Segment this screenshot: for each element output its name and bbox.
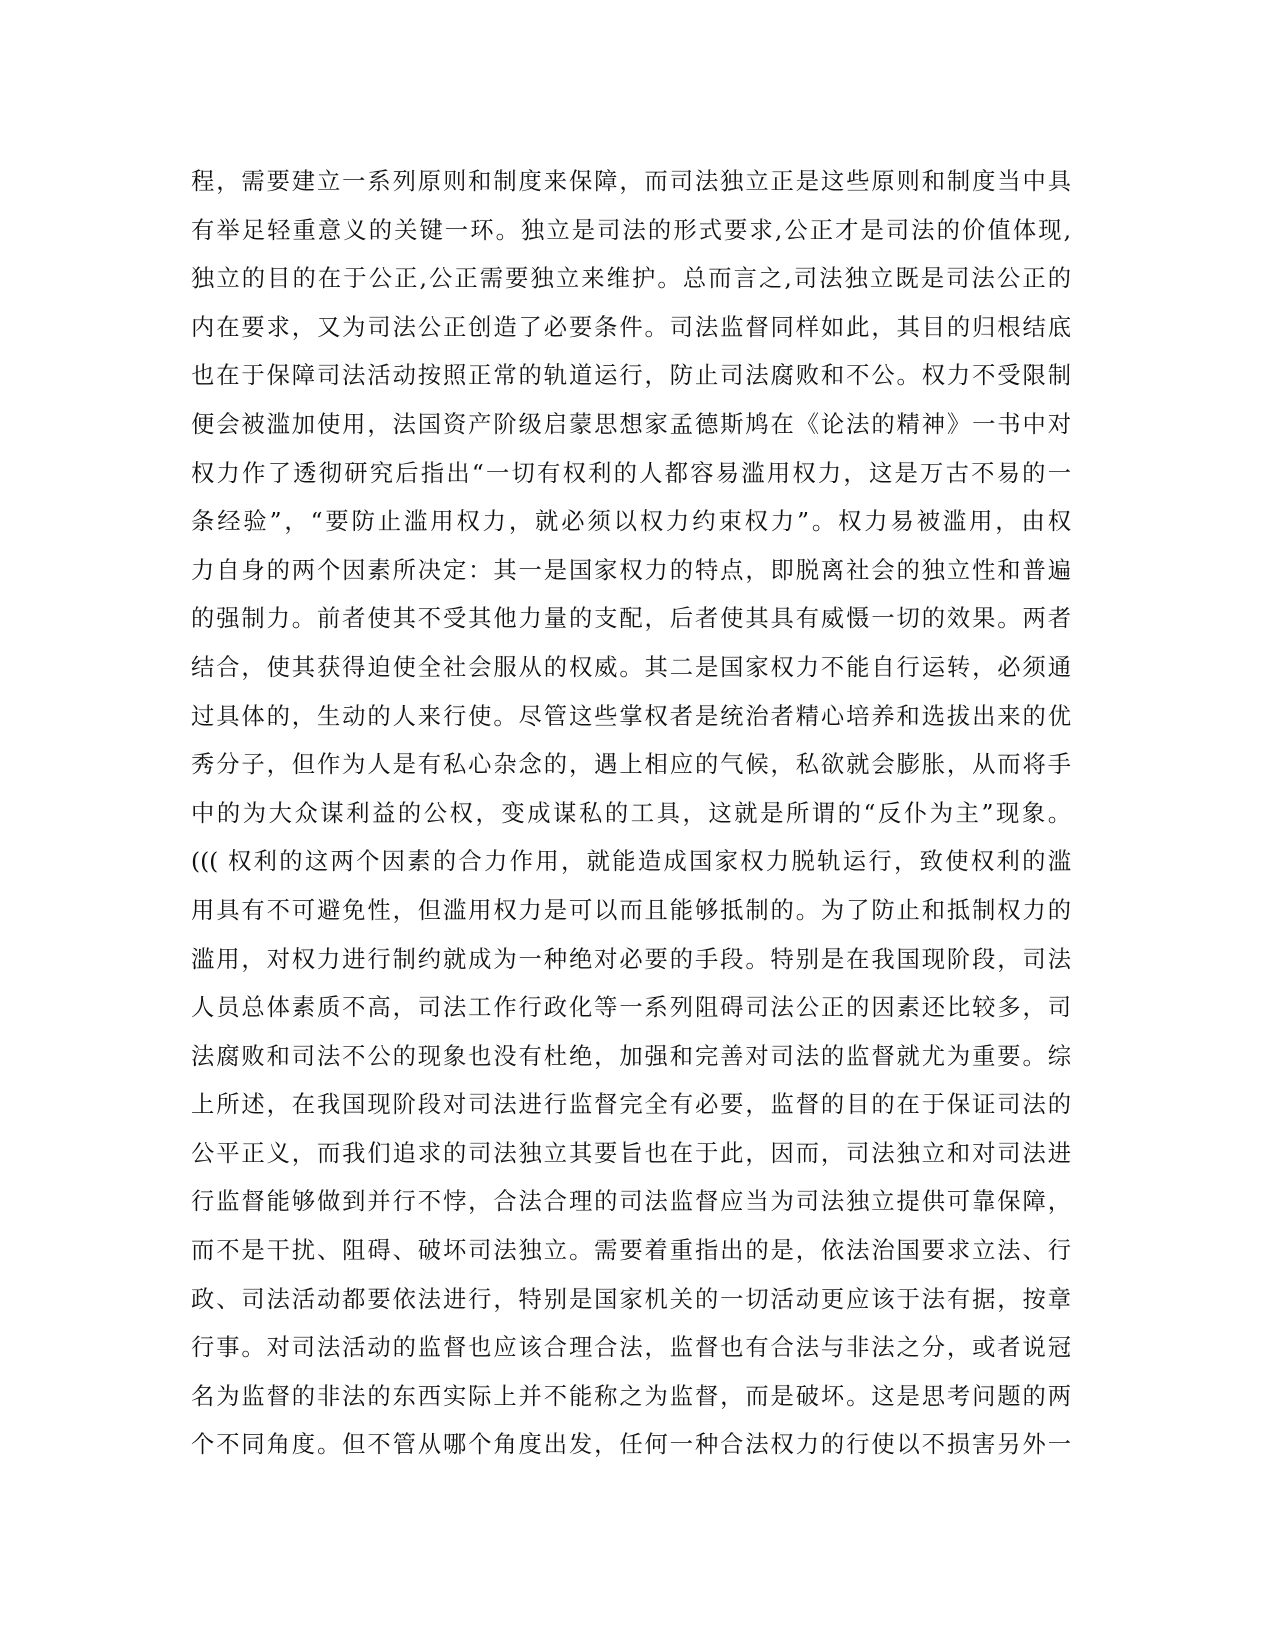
text-line: 行监督能够做到并行不悖，合法合理的司法监督应当为司法独立提供可靠保障， (191, 1188, 1071, 1216)
text-line: 秀分子，但作为人是有私心杂念的，遇上相应的气候，私欲就会膨胀，从而将手 (191, 751, 1071, 779)
text-line: 法腐败和司法不公的现象也没有杜绝，加强和完善对司法的监督就尤为重要。综 (191, 1042, 1071, 1070)
text-line: 内在要求，又为司法公正创造了必要条件。司法监督同样如此，其目的归根结底 (191, 313, 1071, 341)
text-line: 行事。对司法活动的监督也应该合理合法，监督也有合法与非法之分，或者说冠 (191, 1334, 1071, 1362)
text-line: 中的为大众谋利益的公权，变成谋私的工具，这就是所谓的“反仆为主”现象。 (191, 799, 1071, 827)
text-line: 便会被滥加使用，法国资产阶级启蒙思想家孟德斯鸠在《论法的精神》一书中对 (191, 410, 1071, 438)
text-line: 独立的目的在于公正,公正需要独立来维护。总而言之,司法独立既是司法公正的 (191, 265, 1071, 293)
text-line: 人员总体素质不高，司法工作行政化等一系列阻碍司法公正的因素还比较多，司 (191, 994, 1071, 1022)
text-line: 力自身的两个因素所决定：其一是国家权力的特点，即脱离社会的独立性和普遍 (191, 556, 1071, 584)
text-line: 有举足轻重意义的关键一环。独立是司法的形式要求,公正才是司法的价值体现, (191, 216, 1071, 244)
text-line: 权力作了透彻研究后指出“一切有权利的人都容易滥用权力，这是万古不易的一 (191, 459, 1071, 487)
text-line: 条经验”，“要防止滥用权力，就必须以权力约束权力”。权力易被滥用，由权 (191, 508, 1071, 536)
text-line: 公平正义，而我们追求的司法独立其要旨也在于此，因而，司法独立和对司法进 (191, 1139, 1071, 1167)
text-line: 用具有不可避免性，但滥用权力是可以而且能够抵制的。为了防止和抵制权力的 (191, 896, 1071, 924)
text-line: 政、司法活动都要依法进行，特别是国家机关的一切活动更应该于法有据，按章 (191, 1285, 1071, 1313)
text-line: 的强制力。前者使其不受其他力量的支配，后者使其具有威慑一切的效果。两者 (191, 605, 1071, 633)
text-line: 名为监督的非法的东西实际上并不能称之为监督，而是破坏。这是思考问题的两 (191, 1382, 1071, 1410)
text-line: 而不是干扰、阻碍、破坏司法独立。需要着重指出的是，依法治国要求立法、行 (191, 1237, 1071, 1265)
text-line: ((( 权利的这两个因素的合力作用，就能造成国家权力脱轨运行，致使权利的滥 (191, 848, 1071, 876)
text-line: 程，需要建立一系列原则和制度来保障，而司法独立正是这些原则和制度当中具 (191, 168, 1071, 195)
text-line: 个不同角度。但不管从哪个角度出发，任何一种合法权力的行使以不损害另外一 (191, 1431, 1071, 1459)
text-line: 过具体的，生动的人来行使。尽管这些掌权者是统治者精心培养和选拔出来的优 (191, 702, 1071, 730)
body-text (191, 158, 1071, 1470)
text-line: 结合，使其获得迫使全社会服从的权威。其二是国家权力不能自行运转，必须通 (191, 653, 1071, 681)
text-line: 也在于保障司法活动按照正常的轨道运行，防止司法腐败和不公。权力不受限制 (191, 362, 1071, 390)
text-line: 滥用，对权力进行制约就成为一种绝对必要的手段。特别是在我国现阶段，司法 (191, 945, 1071, 973)
text-line: 上所述，在我国现阶段对司法进行监督完全有必要，监督的目的在于保证司法的 (191, 1091, 1071, 1119)
